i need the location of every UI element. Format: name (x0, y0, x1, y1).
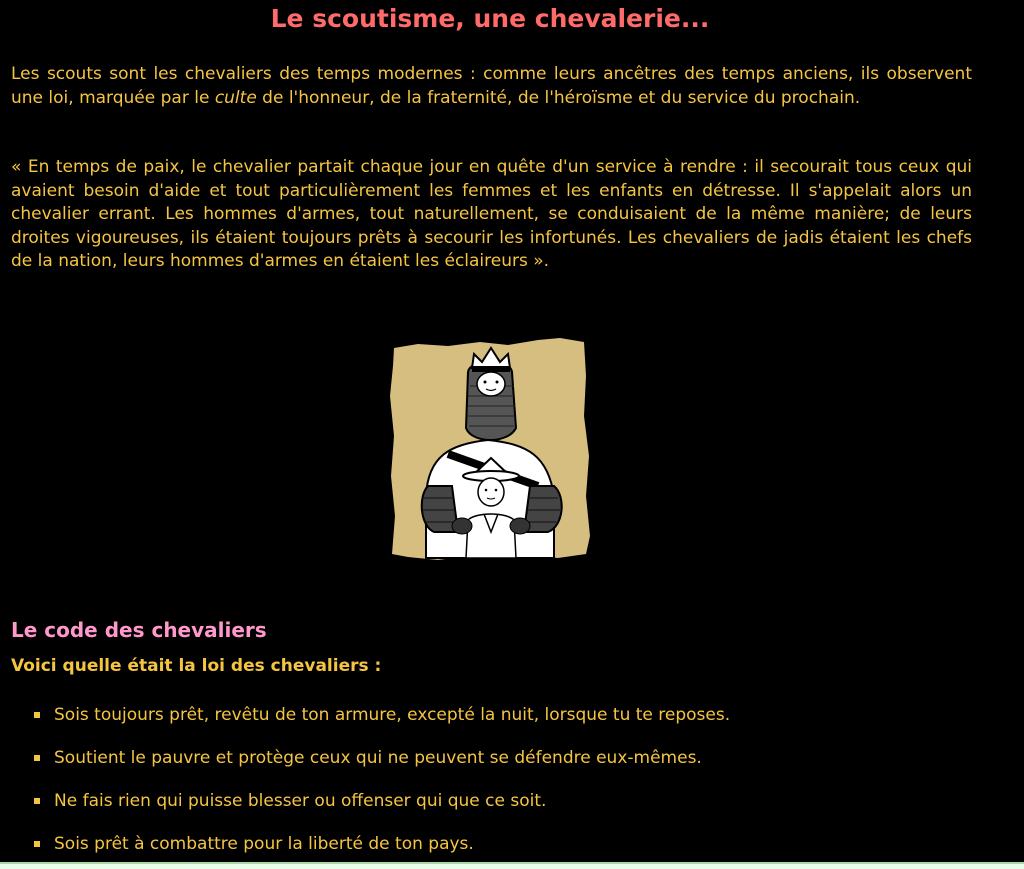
knight-face (477, 372, 505, 396)
rule-text: Soutient le pauvre et protège ceux qui ne peuvent se défendre eux-mêmes. (54, 748, 702, 768)
scout-shirt (466, 514, 516, 558)
list-item (0, 786, 730, 829)
bullet-icon (34, 755, 40, 761)
quote-paragraph: « En temps de paix, le chevalier partait chaque jour en quête d'un service à rendre : il secourait tous ceux qui avaient besoin d'aide et tout particulièrement les femmes et les enfants en détresse. Il s'appelait alors un chevalier errant. Les hommes d'armes, tout naturellement, se conduisaient de la même manière; de leurs droites vigoureuses, ils étaient toujours prêts à secourir les infortunés. Les chevaliers de jadis étaient les chefs de la nation, leurs hommes d'armes en étaient les éclaireurs ». (11, 157, 972, 271)
scout-face (478, 478, 504, 506)
intro-text-start: Les scouts sont les chevaliers des temps modernes : comme leurs ancêtres des temps anciens, ils observent une loi, marquée par le (11, 64, 972, 108)
knight-and-scout-illustration (388, 336, 592, 562)
list-item (0, 700, 730, 743)
rules-list (0, 700, 730, 869)
bullet-icon (34, 841, 40, 847)
page-title: Le scoutisme, une chevalerie... (270, 4, 710, 33)
rule-text: Sois prêt à combattre pour la liberté de ton pays. (54, 834, 474, 854)
rule-text: Ne fais rien qui puisse blesser ou offenser qui que ce soit. (54, 791, 547, 811)
bullet-icon (34, 798, 40, 804)
section-heading-code: Le code des chevaliers (11, 618, 267, 642)
section-subheading: Voici quelle était la loi des chevaliers : (11, 656, 382, 676)
rule-text: Sois toujours prêt, revêtu de ton armure, excepté la nuit, lorsque tu te reposes. (54, 705, 731, 725)
intro-emphasis-culte: culte (214, 87, 257, 108)
bottom-frame-border (0, 862, 1024, 869)
bullet-icon (34, 712, 40, 718)
list-item (0, 743, 730, 786)
intro-text-end: de l'honneur, de la fraternité, de l'héroïsme et du service du prochain. (256, 87, 861, 108)
intro-paragraph (11, 63, 972, 110)
